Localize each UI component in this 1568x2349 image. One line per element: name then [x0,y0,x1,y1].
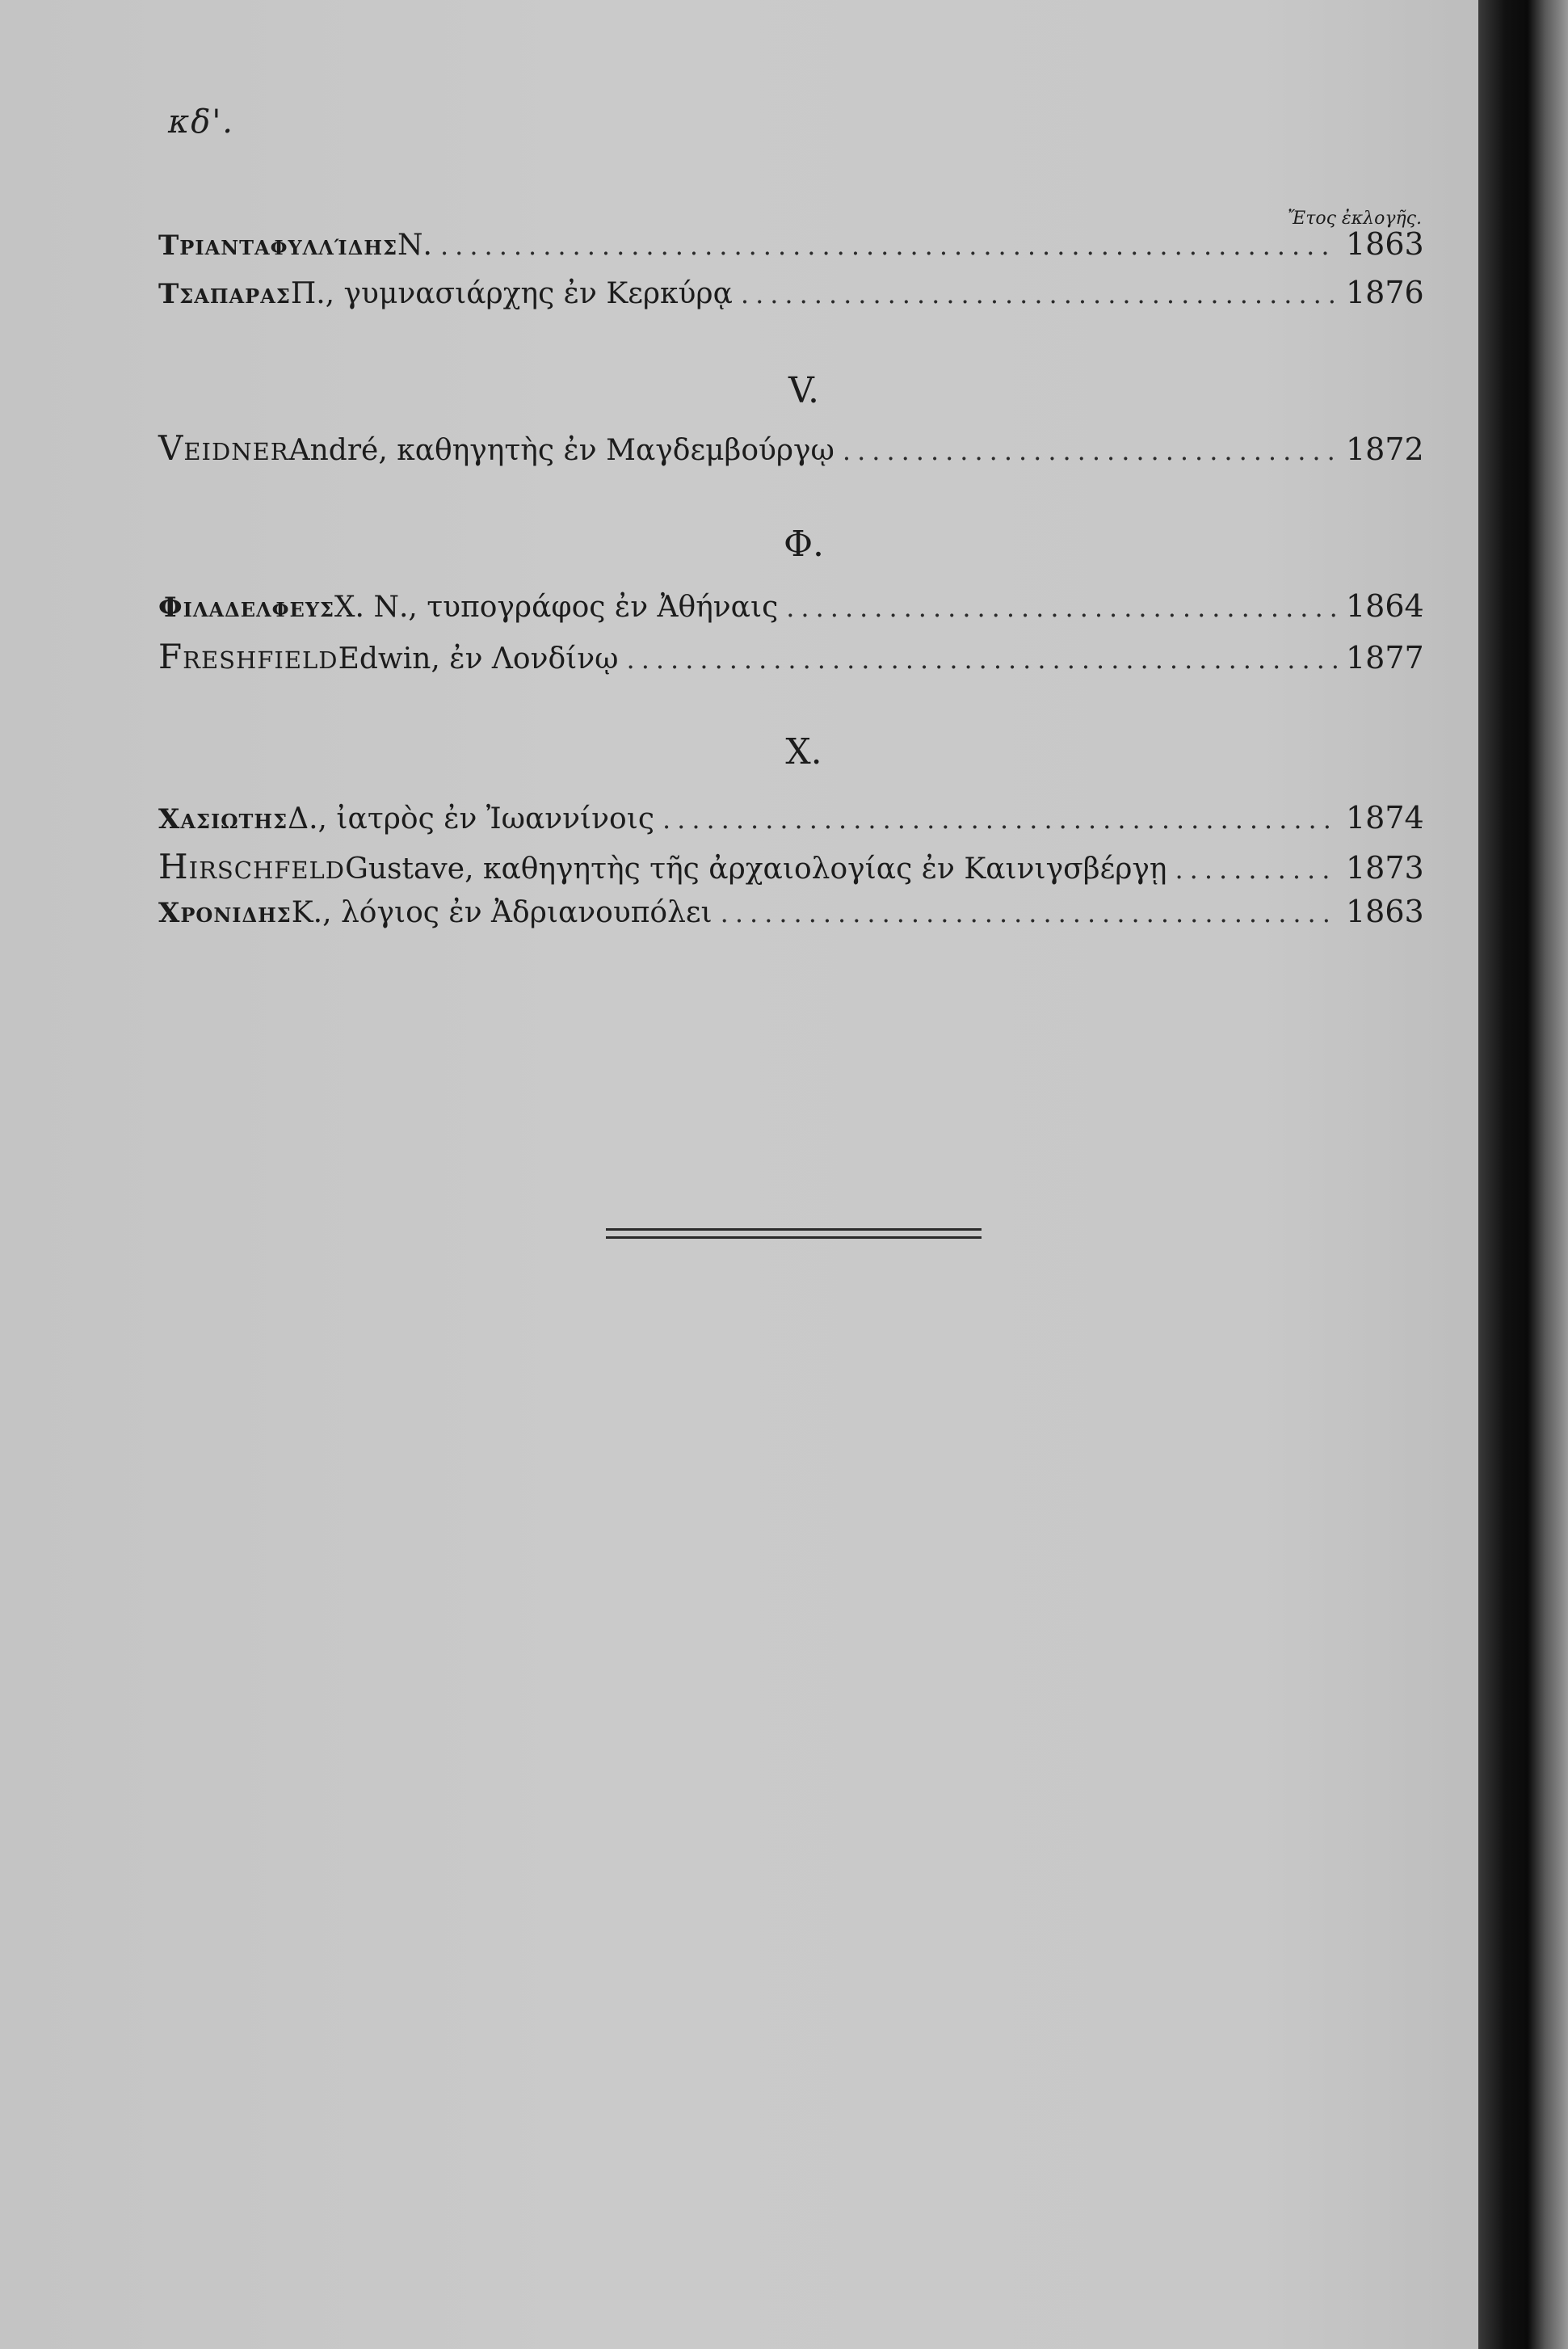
list-item [158,894,1424,942]
list-item [158,800,1424,848]
member-details: Χ. Ν., τυπογράφος ἐν Ἀθήναις [334,591,779,624]
member-details: André, καθηγητὴς ἐν Μαγδεμβούργῳ [288,434,834,467]
election-year: 1877 [1346,640,1424,676]
member-name: Τσαπαρας [158,278,291,310]
section-letter: Φ. [783,524,825,565]
election-year: 1863 [1346,894,1424,929]
dot-leader [1175,854,1338,885]
list-item [158,226,1424,275]
election-year: 1872 [1346,431,1424,467]
member-details: Edwin, ἐν Λονδίνῳ [338,642,619,676]
member-name: Freshfield [158,637,338,676]
election-year-heading: Ἔτος ἐκλογῆς. [1288,208,1422,229]
list-item [158,637,1424,685]
member-name: Χρονιδης [158,897,292,929]
election-year: 1873 [1346,850,1424,886]
member-details: Ν. [397,229,432,262]
end-rule-bottom [606,1236,982,1239]
dot-leader [662,804,1338,835]
page-number: κδ'. [168,103,235,141]
member-name: Τριανταφυλλίδης [158,229,398,262]
election-year: 1876 [1346,275,1424,310]
dot-leader [721,898,1338,928]
dot-leader [627,644,1338,675]
list-item [158,428,1424,477]
election-year: 1864 [1346,588,1424,624]
member-details: Κ., λόγιος ἐν Ἀδριανουπόλει [291,896,713,929]
member-details: Gustave, καθηγητὴς τῆς ἀρχαιολογίας ἐν Καινιγσβέργῃ [345,852,1167,886]
book-spine [1478,0,1568,2349]
member-name: Hirschfeld [158,847,346,886]
section-letter: V. [788,370,820,411]
list-item [158,847,1424,895]
section-letter: Χ. [785,731,822,772]
dot-leader [440,230,1338,261]
dot-leader [741,279,1338,309]
member-name: Χασιωτης [158,803,288,836]
member-name: Φιλαδελφευς [158,591,334,624]
member-name: Veidner [158,428,289,468]
end-rule-top [606,1228,982,1231]
dot-leader [843,436,1338,466]
member-details: Δ., ἰατρὸς ἐν Ἰωαννίνοις [288,802,654,836]
list-item [158,588,1424,637]
list-item [158,275,1424,323]
member-details: Π., γυμνασιάρχης ἐν Κερκύρᾳ [290,277,733,310]
election-year: 1863 [1346,226,1424,262]
dot-leader [786,592,1338,623]
election-year: 1874 [1346,800,1424,836]
